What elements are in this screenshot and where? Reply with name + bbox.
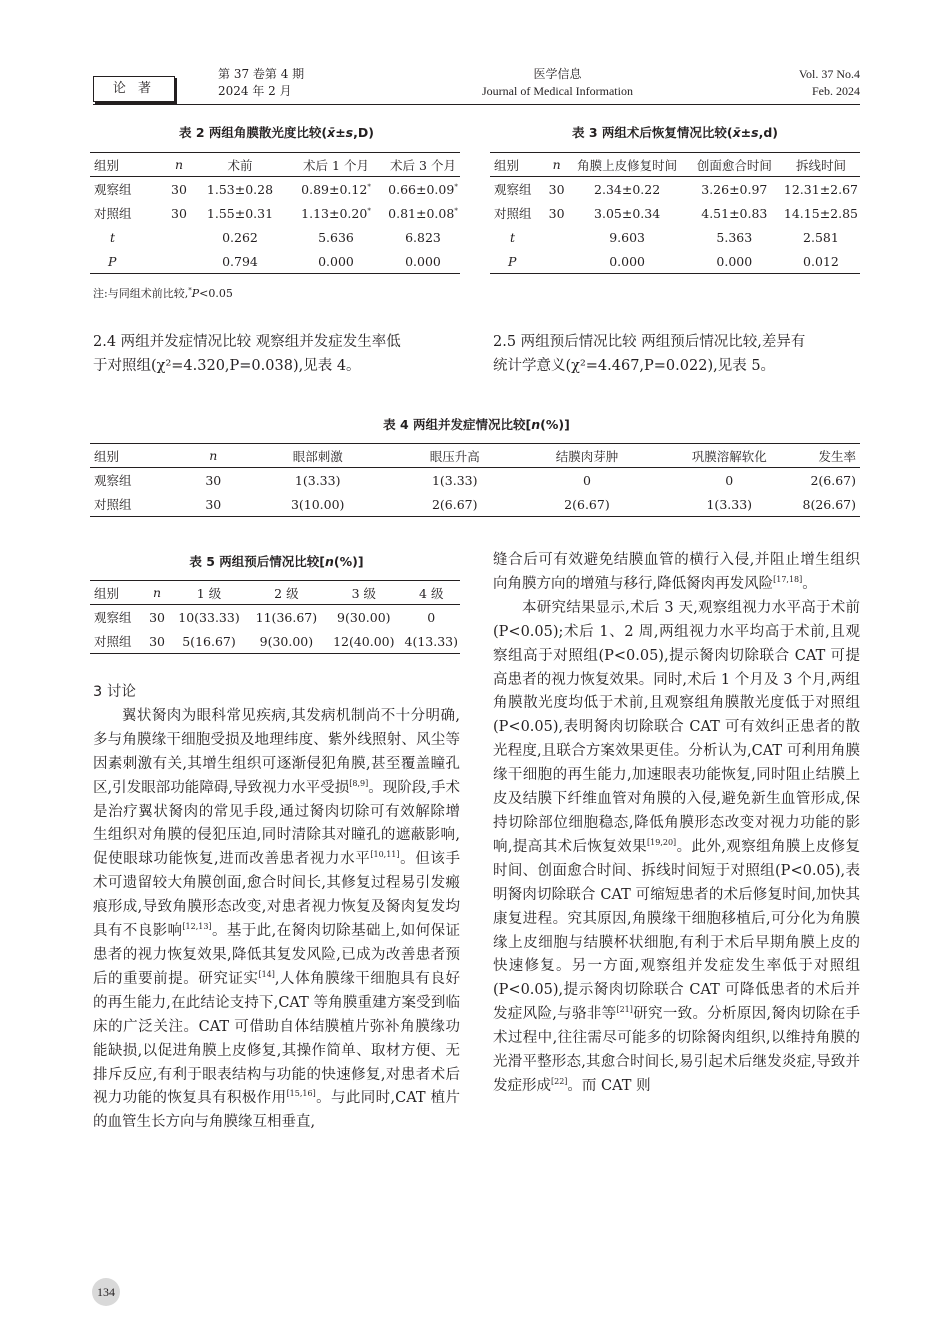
table4-header: 巩膜溶解软化 bbox=[658, 444, 800, 468]
table4-header: 发生率 bbox=[801, 444, 861, 468]
cell: 4(13.33) bbox=[403, 629, 461, 654]
cell: 30 bbox=[171, 205, 187, 221]
date-cn: 2024 年 2 月 bbox=[218, 84, 292, 98]
cell: 3(10.00) bbox=[242, 492, 394, 517]
cell: 12(40.00) bbox=[325, 629, 402, 654]
table4-caption: 表 4 两组并发症情况比较[n(%)] bbox=[383, 417, 570, 432]
journal-title-cn: 医学信息 bbox=[533, 67, 582, 81]
cell: 30 bbox=[149, 609, 165, 625]
table-row bbox=[90, 605, 460, 630]
cell: 2(6.67) bbox=[516, 492, 658, 517]
table4-header: 眼压升高 bbox=[394, 444, 516, 468]
table-row bbox=[90, 468, 860, 493]
section-2-5: 2.5 两组预后情况比较 两组预后情况比较,差异有 统计学意义(χ²=4.467,P=0.022),见表 5。 bbox=[493, 334, 806, 374]
cell: 0.66±0.09* bbox=[388, 181, 458, 197]
cell: 0.012 bbox=[782, 249, 860, 274]
journal-title-en: Journal of Medical Information bbox=[482, 84, 633, 98]
cell: 2.34±0.22 bbox=[594, 181, 661, 197]
cell: 30 bbox=[548, 205, 565, 221]
cell: 30 bbox=[205, 472, 222, 488]
table-row bbox=[490, 249, 860, 274]
table4 bbox=[90, 443, 860, 517]
cell: 0.000 bbox=[687, 249, 782, 274]
cell: 对照组 bbox=[90, 492, 185, 517]
table-row bbox=[490, 201, 860, 225]
table3-header: 组别 bbox=[490, 153, 546, 177]
table4-header: n bbox=[185, 444, 242, 468]
table4-header: 眼部刺激 bbox=[242, 444, 394, 468]
table2-note: 注:与同组术前比较,*P<0.05 bbox=[93, 286, 233, 300]
cell: 对照组 bbox=[90, 629, 144, 654]
cell: 10(33.33) bbox=[178, 609, 240, 625]
discussion-right-column bbox=[493, 549, 860, 1099]
table3-caption: 表 3 两组术后恢复情况比较(x̄±s,d) bbox=[571, 125, 779, 140]
table2-header: 术后 1 个月 bbox=[286, 153, 386, 177]
table3-header: 角膜上皮修复时间 bbox=[567, 153, 686, 177]
date-en: Feb. 2024 bbox=[812, 84, 860, 98]
cell: 1.13±0.20* bbox=[301, 205, 371, 221]
cell: 3.05±0.34 bbox=[594, 205, 661, 221]
cell: 12.31±2.67 bbox=[783, 181, 858, 197]
table2-caption: 表 2 两组角膜散光度比较(x̄±s,D) bbox=[179, 125, 374, 140]
table3-header: n bbox=[546, 153, 568, 177]
cell: 2.581 bbox=[803, 229, 839, 245]
cell: 观察组 bbox=[494, 182, 532, 197]
cell: 30 bbox=[185, 492, 242, 517]
cell: 30 bbox=[171, 181, 187, 197]
table-row bbox=[90, 492, 860, 517]
table5-header: 3 级 bbox=[325, 581, 402, 605]
table-row bbox=[490, 225, 860, 249]
table-row bbox=[90, 249, 460, 274]
section-heading: 3 讨论 bbox=[93, 684, 136, 700]
header-rule bbox=[93, 104, 860, 105]
cell: 9(30.00) bbox=[248, 629, 325, 654]
cell: 0.000 bbox=[386, 249, 460, 274]
table5-header: 4 级 bbox=[403, 581, 461, 605]
paragraph: 本研究结果显示,术后 3 天,观察组视力水平高于术前(P<0.05);术后 1、2 周,两组视力水平均高于术前,且观察组高于对照组(P<0.05),提示胬肉切除联合 CAT 可提高患者的视力恢复效果。同时,术后 1 个月及 3 个月,两组角膜散光度均低于术前,且观察组角膜散光度低于对照组(P<0.05),表明胬肉切除联合 CAT 可有效纠正患者的散光程度,且联合方案效果更佳。分析认为,CAT 可利用角膜缘干细胞的再生能力,加速眼表功能恢复,同时阻止结膜上皮及结膜下纤维血管对角膜的入侵,避免新生血管形成,保持切除部位细胞稳态,降低角膜形态改变对视力功能的影响,提高其术后恢复效果[19,20]。此外,观察组角膜上皮修复时间、创面愈合时间、拆线时间短于对照组(P<0.05),表明胬肉切除联合 CAT 可缩短患者的术后修复时间,加快其康复进程。究其原因,角膜缘干细胞移植后,可分化为角膜缘上皮细胞与结膜杯状细胞,有利于术后早期角膜上皮的快速修复。另一方面,观察组并发症发生率低于对照组(P<0.05),提示胬肉切除联合 CAT 可降低患者的术后并发症风险,与骆非等[21]研究一致。分析原因,胬肉切除在手术过程中,往往需尽可能多的切除胬肉组织,以维持角膜的光滑平整形态,其愈合时间长,易引起术后继发炎症,导致并发症形成[22]。而 CAT 则 bbox=[493, 599, 861, 1094]
cell: 观察组 bbox=[94, 473, 132, 488]
cell: 0.81±0.08* bbox=[388, 205, 458, 221]
cell: 9.603 bbox=[609, 229, 645, 245]
table2-header: 术后 3 个月 bbox=[386, 153, 460, 177]
table-row bbox=[490, 177, 860, 202]
cell: 1(3.33) bbox=[294, 472, 341, 488]
cell: P bbox=[90, 249, 164, 274]
paragraph: 翼状胬肉为眼科常见疾病,其发病机制尚不十分明确,多与角膜缘干细胞受损及地理纬度、紫外线照射、风尘等因素刺激有关,其增生组织可逐渐侵犯角膜,甚至覆盖瞳孔区,引发眼部功能障碍,导致视力水平受损[8,9]。现阶段,手术是治疗翼状胬肉的常见手段,通过胬肉切除可有效解除增生组织对角膜的侵犯压迫,同时清除其对瞳孔的遮蔽影响,促使眼球功能恢复,进而改善患者视力水平[10,11]。但该手术可遗留较大角膜创面,愈合时间长,其修复过程易引发瘢痕形成,导致角膜形态改变,对患者视力恢复及胬肉复发均具有不良影响[12,13]。基于此,在胬肉切除基础上,如何保证患者的视力恢复效果,降低其复发风险,已成为改善患者预后的重要前提。研究证实[14],人体角膜缘干细胞具有良好的再生能力,在此结论支持下,CAT 等角膜重建方案受到临床的广泛关注。CAT 可借助自体结膜植片弥补角膜缘功能缺损,以促进角膜上皮修复,其操作简单、取材方便、无排斥反应,有利于眼表结构与功能的快速修复,对患者术后视力功能的恢复具有积极作用[15,16]。与此同时,CAT 植片的血管生长方向与角膜缘互相垂直, bbox=[93, 707, 461, 1131]
cell: 1(3.33) bbox=[658, 492, 800, 517]
cell: 3.26±0.97 bbox=[701, 181, 768, 197]
table5-header: n bbox=[144, 581, 171, 605]
cell: 30 bbox=[144, 629, 171, 654]
cell: 11(36.67) bbox=[255, 609, 318, 625]
cell: 5(16.67) bbox=[170, 629, 247, 654]
cell: 1(3.33) bbox=[431, 472, 478, 488]
cell: 30 bbox=[548, 181, 565, 197]
cell: 5.363 bbox=[716, 229, 753, 245]
table-row bbox=[90, 201, 460, 225]
cell: 9(30.00) bbox=[337, 609, 391, 625]
cell: 6.823 bbox=[405, 229, 441, 245]
table-row bbox=[90, 177, 460, 202]
cell: 0.000 bbox=[286, 249, 386, 274]
table5-header: 2 级 bbox=[248, 581, 325, 605]
cell: 1.53±0.28 bbox=[206, 181, 274, 197]
volume-cn: 第 37 卷第 4 期 bbox=[218, 67, 305, 81]
table-row bbox=[90, 629, 460, 654]
cell: 0 bbox=[582, 472, 591, 488]
table2-header: 术前 bbox=[194, 153, 286, 177]
cell: 0 bbox=[427, 609, 436, 625]
table2 bbox=[90, 152, 460, 274]
table3 bbox=[490, 152, 860, 274]
cell: t bbox=[510, 229, 516, 245]
cell: 1.55±0.31 bbox=[206, 205, 274, 221]
cell: 5.636 bbox=[318, 229, 354, 245]
table-row bbox=[90, 225, 460, 249]
cell: 0.794 bbox=[194, 249, 286, 274]
cell: 0.000 bbox=[567, 249, 686, 274]
table4-header: 结膜肉芽肿 bbox=[516, 444, 658, 468]
page-number: 134 bbox=[92, 1278, 120, 1306]
section-2-4: 2.4 两组并发症情况比较 观察组并发症发生率低 于对照组(χ²=4.320,P=0.038),见表 4。 bbox=[93, 334, 401, 374]
cell: 观察组 bbox=[94, 610, 132, 625]
cell: 4.51±0.83 bbox=[701, 205, 768, 221]
table5-header: 组别 bbox=[90, 581, 144, 605]
table2-header: 组别 bbox=[90, 153, 164, 177]
cell: 8(26.67) bbox=[801, 492, 861, 517]
section-tag: 论 著 bbox=[93, 76, 175, 102]
cell: 对照组 bbox=[494, 206, 532, 221]
table5-header: 1 级 bbox=[170, 581, 247, 605]
cell: 2(6.67) bbox=[394, 492, 516, 517]
table2-header: n bbox=[164, 153, 194, 177]
cell: 0 bbox=[725, 472, 734, 488]
discussion-left-column bbox=[93, 681, 460, 1135]
volume-en: Vol. 37 No.4 bbox=[798, 67, 860, 81]
table3-header: 创面愈合时间 bbox=[687, 153, 782, 177]
cell: 观察组 bbox=[94, 182, 132, 197]
table3-header: 拆线时间 bbox=[782, 153, 860, 177]
paragraph: 缝合后可有效避免结膜血管的横行入侵,并阻止增生组织向角膜方向的增殖与移行,降低胬肉再发风险[17,18]。 bbox=[493, 552, 860, 592]
cell: t bbox=[110, 229, 116, 245]
cell: 对照组 bbox=[94, 206, 132, 221]
table5-caption: 表 5 两组预后情况比较[n(%)] bbox=[189, 554, 364, 569]
cell: 0.262 bbox=[222, 229, 258, 245]
table4-header: 组别 bbox=[90, 444, 185, 468]
cell: P bbox=[490, 249, 546, 274]
cell: 0.89±0.12* bbox=[301, 181, 371, 197]
cell: 14.15±2.85 bbox=[783, 205, 858, 221]
cell: 2(6.67) bbox=[810, 472, 856, 488]
table5 bbox=[90, 580, 460, 654]
